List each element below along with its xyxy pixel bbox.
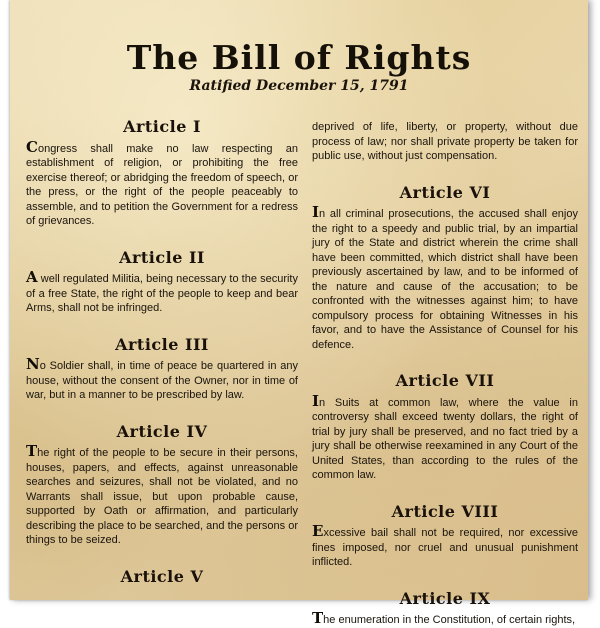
article-text [312,391,578,483]
article-2 [26,247,298,316]
article-heading: Article II [119,247,205,267]
right-column [312,120,578,628]
article-heading: Article V [120,566,204,586]
drop-cap: T [26,442,38,460]
article-text [312,203,578,352]
article-5-continuation [312,120,578,164]
article-7 [312,371,578,483]
article-heading: Article VI [399,182,491,202]
article-1 [26,117,298,229]
drop-cap: T [312,609,324,627]
article-text [26,268,298,316]
document-subtitle: Ratified December 15, 1791 [189,78,409,94]
article-8 [312,501,578,570]
article-6 [312,182,578,353]
article-text [312,522,578,570]
article-text [26,442,298,548]
drop-cap: C [26,137,38,156]
drop-cap: E [312,522,324,540]
article-4 [26,421,298,548]
parchment-page [10,0,588,627]
article-body: ongress shall make no law respecting an establishment of religion, or prohibiting the free exercise thereof; or abridging the freedom of speech, or the press, or the right of the people peaceably to assemble, and to petition the Government for a redress of grievances. [26,142,298,227]
drop-cap: A [26,268,38,286]
drop-cap: N [26,355,40,373]
article-heading: Article VIII [391,501,499,521]
article-heading: Article I [123,117,201,136]
drop-cap: I [312,203,320,221]
article-body: he enumeration in the Constitution, of certain rights, [323,614,576,626]
article-heading: Article VII [395,371,495,390]
article-body: well regulated Militia, being necessary to the security of a free State, the right of the people to keep and bear Arms, shall not be infringed. [26,273,298,314]
drop-cap: I [312,391,320,410]
article-3 [26,334,298,403]
article-text [26,355,298,403]
article-text: deprived of life, liberty, or property, without due process of law; nor shall private property be taken for public use, without just compensation. [312,121,578,162]
article-heading: Article IV [116,421,208,441]
document-title: The Bill of Rights [126,38,472,77]
article-body: o Soldier shall, in time of peace be quartered in any house, without the consent of the Owner, nor in time of war, but in a manner to be prescribed by law. [26,360,298,401]
article-text [312,609,578,628]
article-text [26,137,298,229]
article-5 [26,566,298,586]
article-9 [312,588,578,628]
article-body: n Suits at common law, where the value in controversy shall exceed twenty dollars, the right of trial by jury shall be preserved, and no fact tried by a jury shall be otherwise reexamined in any Court of the United States, than according to the rules of the common law. [312,396,578,481]
article-heading: Article IX [399,588,491,608]
article-heading: Article III [115,334,209,354]
article-body: he right of the people to be secure in their persons, houses, papers, and effects, against unreasonable searches and seizures, shall not be violated, and no Warrants shall issue, but upon probable cause, supported by Oath or affirmation, and particularly describing the place to be searched, and the persons or things to be seized. [26,447,298,546]
article-body: xcessive bail shall not be required, nor excessive fines imposed, nor cruel and unusual punishment inflicted. [312,527,578,568]
article-body: n all criminal prosecutions, the accused shall enjoy the right to a speedy and public trial, by an impartial jury of the State and district wherein the crime shall have been committed, which district shall have been previously ascertained by law, and to be informed of the nature and cause of the accusation; to be confronted with the witnesses against him; to have compulsory process for obtaining Witnesses in his favor, and to have the Assistance of Counsel for his defence. [312,208,578,351]
left-column [26,117,298,591]
